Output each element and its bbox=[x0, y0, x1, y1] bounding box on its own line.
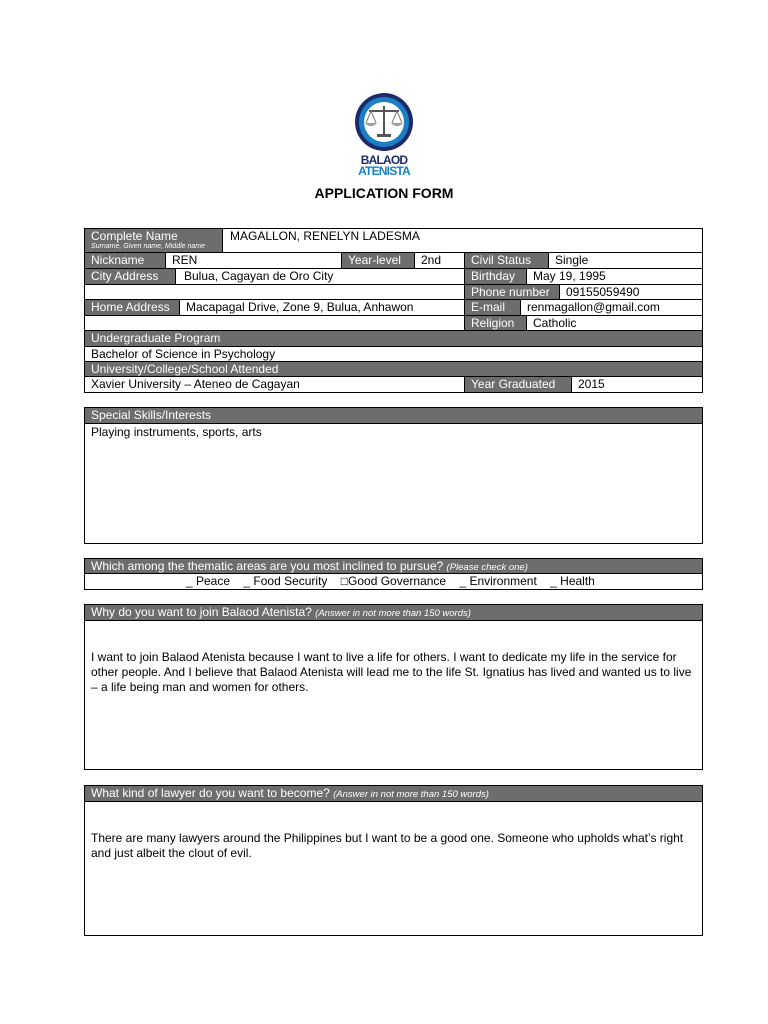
undergrad-value: Bachelor of Science in Psychology bbox=[85, 347, 702, 361]
religion-row bbox=[85, 316, 702, 331]
email-value: renmagallon@gmail.com bbox=[520, 300, 702, 315]
scales-of-justice-icon bbox=[352, 92, 416, 182]
personal-info-table bbox=[84, 228, 703, 393]
university-label: University/College/School Attended bbox=[85, 362, 702, 376]
option-peace[interactable]: _ Peace bbox=[186, 574, 231, 588]
balaod-atenista-logo bbox=[352, 92, 416, 182]
birthday-value: May 19, 1995 bbox=[526, 269, 702, 284]
why-join-header bbox=[85, 605, 702, 621]
year-level-value: 2nd bbox=[414, 253, 464, 268]
year-graduated-label: Year Graduated bbox=[464, 377, 571, 392]
why-join-question: Why do you want to join Balaod Atenista? bbox=[91, 605, 312, 619]
option-environment[interactable]: _ Environment bbox=[459, 574, 537, 588]
thematic-question: Which among the thematic areas are you most inclined to pursue? bbox=[91, 559, 444, 573]
undergrad-label: Undergraduate Program bbox=[85, 331, 702, 346]
thematic-options bbox=[85, 574, 702, 589]
university-value-row bbox=[85, 377, 702, 392]
university-value: Xavier University – Ateneo de Cagayan bbox=[85, 377, 464, 392]
lawyer-question: What kind of lawyer do you want to become? bbox=[91, 786, 330, 800]
phone-row bbox=[85, 285, 702, 300]
complete-name-value: MAGALLON, RENELYN LADESMA bbox=[222, 229, 702, 252]
lawyer-hint: (Answer in not more than 150 words) bbox=[333, 789, 489, 800]
undergrad-label-row bbox=[85, 331, 702, 347]
nickname-row bbox=[85, 253, 702, 269]
year-level-label: Year-level bbox=[341, 253, 414, 268]
why-join-hint: (Answer in not more than 150 words) bbox=[315, 608, 471, 619]
skills-value: Playing instruments, sports, arts bbox=[91, 425, 262, 439]
logo-text-line2: ATENISTA bbox=[358, 164, 410, 178]
city-address-row bbox=[85, 269, 702, 285]
complete-name-hint: Surname, Given name, Middle name bbox=[91, 243, 205, 250]
why-join-answer: I want to join Balaod Atenista because I want to live a life for others. I want to dedicate my life in the service for other people. And I believe that Balaod Atenista will lead me to the life St. Ignatius has lived and wanted us to live – a life being man and women for others. bbox=[91, 650, 692, 694]
blank-cell bbox=[85, 316, 464, 330]
civil-status-label: Civil Status bbox=[464, 253, 548, 268]
complete-name-row bbox=[85, 229, 702, 253]
page-title: APPLICATION FORM bbox=[314, 185, 454, 201]
lawyer-answer: There are many lawyers around the Philippines but I want to be a good one. Someone who upholds what’s right and just albeit the clout of evil. bbox=[91, 831, 684, 860]
thematic-header bbox=[85, 559, 702, 574]
lawyer-section bbox=[84, 785, 703, 936]
phone-label: Phone number bbox=[464, 285, 559, 299]
birthday-label: Birthday bbox=[464, 269, 526, 284]
thematic-hint: (Please check one) bbox=[446, 562, 528, 573]
home-address-value: Macapagal Drive, Zone 9, Bulua, Anhawon bbox=[179, 300, 464, 315]
city-address-label: City Address bbox=[85, 269, 175, 284]
religion-value: Catholic bbox=[526, 316, 702, 330]
undergrad-value-row bbox=[85, 347, 702, 362]
skills-section bbox=[84, 407, 703, 544]
option-food-security[interactable]: _ Food Security bbox=[243, 574, 328, 588]
year-graduated-value: 2015 bbox=[571, 377, 702, 392]
complete-name-label: Complete Name bbox=[91, 229, 178, 243]
option-good-governance[interactable]: □Good Governance bbox=[340, 574, 447, 588]
thematic-section bbox=[84, 558, 703, 590]
lawyer-header bbox=[85, 786, 702, 802]
email-label: E-mail bbox=[464, 300, 520, 315]
phone-value: 09155059490 bbox=[559, 285, 702, 299]
home-address-label: Home Address bbox=[85, 300, 179, 315]
nickname-label: Nickname bbox=[85, 253, 165, 268]
option-health[interactable]: _ Health bbox=[550, 574, 595, 588]
religion-label: Religion bbox=[464, 316, 526, 330]
nickname-value: REN bbox=[165, 253, 341, 268]
skills-header: Special Skills/Interests bbox=[85, 408, 702, 424]
why-join-section bbox=[84, 604, 703, 770]
civil-status-value: Single bbox=[548, 253, 702, 268]
blank-cell bbox=[85, 285, 464, 299]
city-address-value: Bulua, Cagayan de Oro City bbox=[175, 269, 464, 284]
logo-text-line1: BALAOD bbox=[360, 153, 408, 167]
university-label-row bbox=[85, 362, 702, 377]
complete-name-label-cell bbox=[85, 229, 222, 252]
home-address-row bbox=[85, 300, 702, 316]
